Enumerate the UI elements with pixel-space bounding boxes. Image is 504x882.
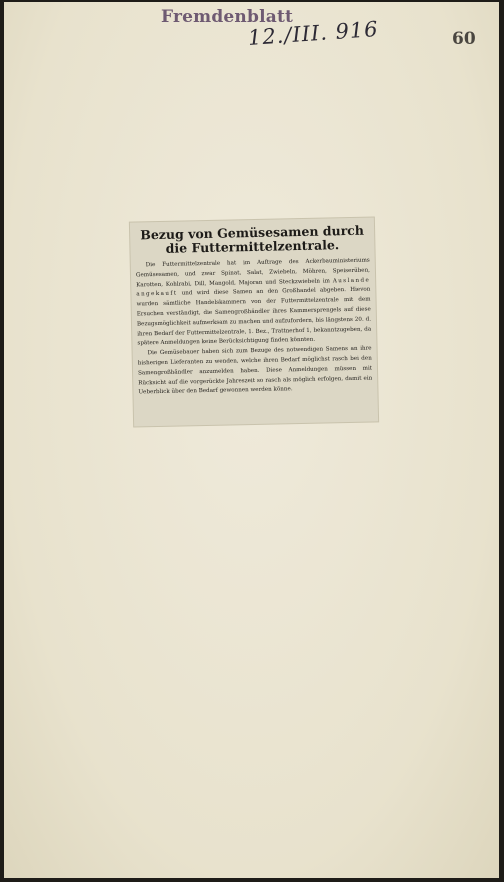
handwritten-date: 12./III. 916 [247,16,380,50]
newspaper-clipping [130,217,378,426]
clipping-title: Bezug von Gemüsesamen durch die Futtermittelzentrale. [140,222,365,256]
paragraph-1-spaced-emphasis: Auslande angekauft [136,277,371,298]
page-number: 60 [452,29,476,49]
paragraph-1-end: und wird diese Samen an den Großhandel abgeben. Hievon wurden sämtliche Handelskammern von der Futtermittelzentrale mit dem Ersuchen verständigt, die Samengroßhändler ihres Kammersprengels auf diese Bezugsmöglichkeit aufmerksam zu machen und aufzufordern, bis längstens 20. d. ihren Bedarf der Futtermittelzentrale, 1. Bez., Trattnerhof 1, bekanntzugeben, da spätere Anmeldungen keine Berücksichtigung finden könnten. [136,286,372,347]
paragraph-1-start: Die Futtermittelzentrale hat im Auftrage des Ackerbauministeriums Gemüsesamen, und zwar Spinat, Salat, Zwiebeln, Möhren, Speiserüben, Karotten, Kohlrabi, Dill, Mangold, Majoran und Steckzwiebeln im [135,257,371,289]
archive-sheet [4,2,499,878]
clipping-paragraph-1 [136,257,372,350]
clipping-paragraph-2: Die Gemüsebauer haben sich zum Bezuge des notwendigen Samens an ihre bisherigen Lieferanten zu wenden, welche ihren Bedarf möglichst rasch bei den Samengroßhändler anzumelden haben. Diese Anmeldungen müssen mit Rücksicht auf die vorgerückte Jahreszeit so rasch als möglich erfolgen, damit ein Ueberblick über den Bedarf gewonnen werden könne. [137,345,373,396]
newspaper-stamp: Fremdenblatt [161,7,294,27]
